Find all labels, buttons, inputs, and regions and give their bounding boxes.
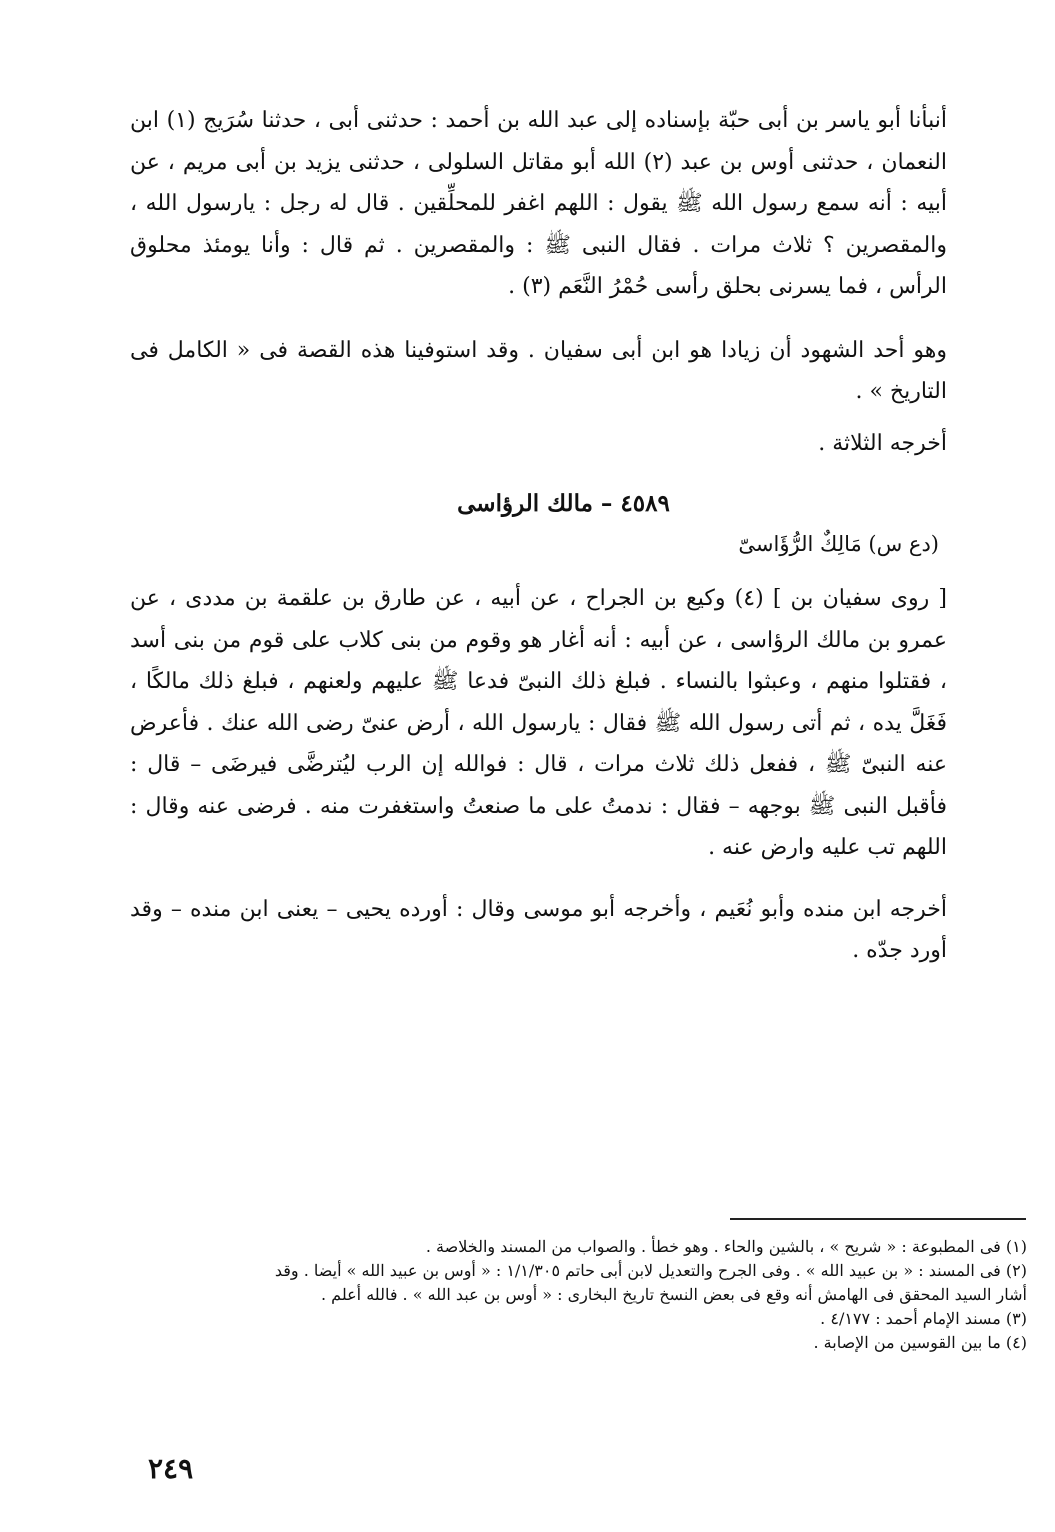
entry-paragraph: أخرجه ابن منده وأبو نُعَيم ، وأخرجه أبو موسى وقال : أورده يحيى – يعنى ابن منده – وقد أورد جدّه . xyxy=(130,896,947,963)
footnote: (١) فى المطبوعة : « شريح » ، بالشين والحاء . وهو خطأ . والصواب من المسند والخلاصة . xyxy=(425,1237,1027,1256)
footnotes xyxy=(160,1235,1027,1355)
footnote: (٣) مسند الإمام أحمد : ٤/١٧٧ . xyxy=(820,1309,1027,1328)
entry-paragraph: [ روى سفيان بن ] (٤) وكيع بن الجراح ، عن أبيه ، عن طارق بن علقمة بن مددى ، عن عمرو بن مالك الرؤاسى ، عن أبيه : أنه أغار هو وقوم من بنى كلاب على قوم من بنى أسد ، فقتلوا منهم ، وعبثوا بالنساء . فبلغ ذلك النبىّ فدعا ﷺ عليهم ولعنهم ، فبلغ ذلك مالكًا ، فَغَلَّ يده ، ثم أتى رسول الله ﷺ فقال : يارسول الله ، أرض عنىّ رضى الله عنك . فأعرض عنه النبىّ ﷺ ، ففعل ذلك ثلاث مرات ، قال : فوالله إن الرب ليُترضَّى فيرضَى – قال : فأقبل النبى ﷺ بوجهه – فقال : ندمتُ على ما صنعتُ واستغفرت منه . فرضى عنه وقال : اللهم تب عليه وارض عنه . xyxy=(130,586,948,860)
entry-title: ٤٥٨٩ – مالك الرؤاسى xyxy=(457,490,670,517)
body-paragraph: أخرجه الثلاثة . xyxy=(818,430,947,456)
body-paragraph: وهو أحد الشهود أن زيادا هو ابن أبى سفيان . وقد استوفينا هذه القصة فى « الكامل فى التاريخ » . xyxy=(130,337,947,404)
footnote-continuation: أشار السيد المحقق فى الهامش أنه وقع فى بعض النسخ تاريخ البخارى : « أوس بن عبد الله » . فالله أعلم . xyxy=(321,1285,1027,1304)
footnote: (٤) ما بين القوسين من الإصابة . xyxy=(813,1333,1027,1352)
body-paragraph: أنبأنا أبو ياسر بن أبى حبّة بإسناده إلى عبد الله بن أحمد : حدثنى أبى ، حدثنا سُرَيج (١) ابن النعمان ، حدثنى أوس بن عبد (٢) الله أبو مقاتل السلولى ، حدثنى يزيد بن أبى مريم ، عن أبيه : أنه سمع رسول الله ﷺ يقول : اللهم اغفر للمحلِّقين . قال له رجل : يارسول الله ، والمقصرين ؟ ثلاث مرات . فقال النبى ﷺ : والمقصرين . ثم قال : وأنا يومئذ محلوق الرأس ، فما يسرنى بحلق رأسى حُمْرُ النَّعَم (٣) . xyxy=(130,108,947,299)
footnote-separator xyxy=(730,1218,1026,1220)
page-number: ٢٤٩ xyxy=(148,1452,194,1485)
footnote: (٢) فى المسند : « بن عبيد الله » . وفى الجرح والتعديل لابن أبى حاتم ١/١/٣٠٥ : « أوس بن عبيد الله » أيضا . وقد xyxy=(274,1261,1027,1280)
entry-codes: (دع س) مَالِكٌ الرُّؤَاسىّ xyxy=(738,532,939,556)
